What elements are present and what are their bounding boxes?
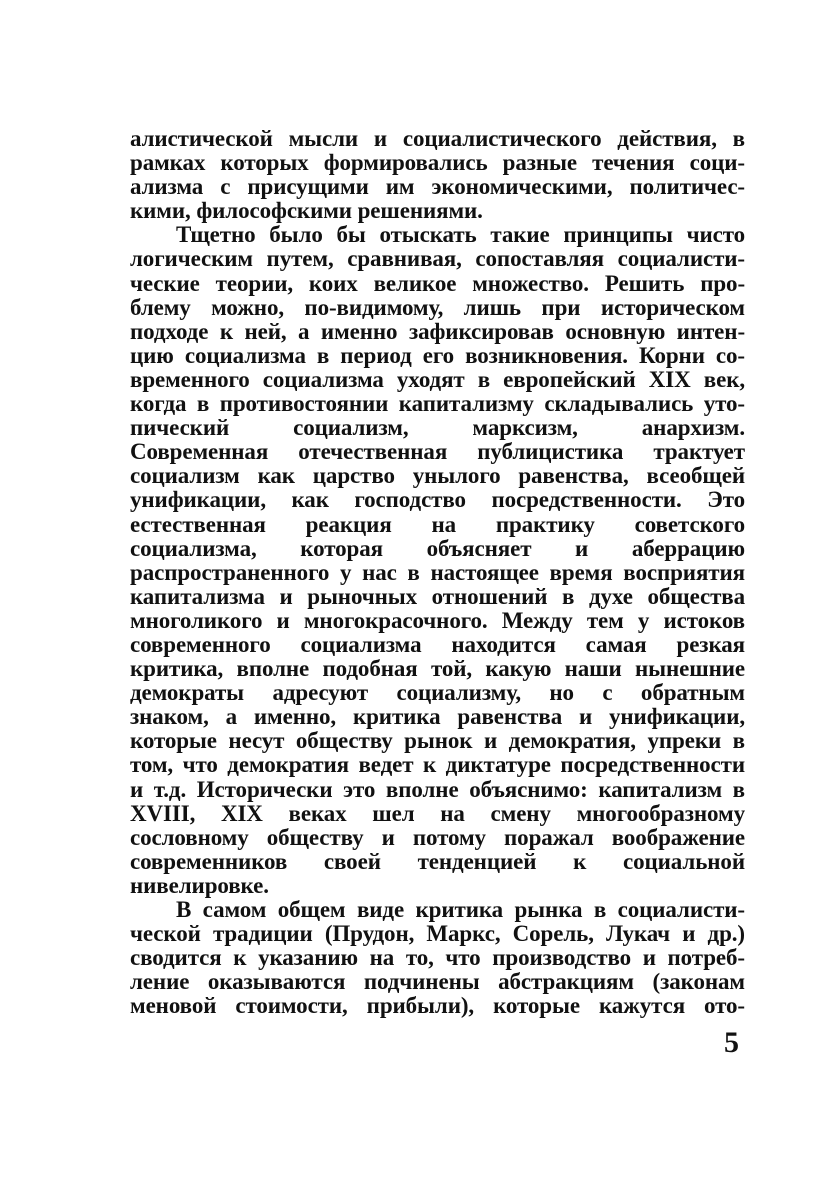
text-line: социализм как царство унылого равенства, всеобщей	[130, 463, 745, 489]
text-line: естественная реакция на практику советского	[130, 511, 745, 537]
text-line: критика, вполне подобная той, какую наши нынешние	[130, 656, 745, 682]
text-line: кими, философскими решениями.	[130, 198, 483, 224]
text-line: и т.д. Исторически это вполне объяснимо: капитализм в	[130, 776, 745, 802]
text-line: пический социализм, марксизм, анархизм.	[130, 415, 745, 441]
text-line: алистической мысли и социалистического действия, в	[130, 126, 745, 151]
text-line: меновой стоимости, прибыли), которые кажутся ото-	[130, 993, 745, 1019]
text-line: социализма, которая объясняет и аберрацию	[130, 535, 745, 561]
page-number: 5	[724, 1026, 739, 1059]
text-line: нивелировке.	[130, 872, 269, 898]
text-line: XVIII, XIX веках шел на смену многообразному	[130, 800, 745, 826]
text-line: ление оказываются подчинены абстракциям (законам	[130, 969, 745, 995]
body-text	[130, 127, 745, 1018]
text-line: современного социализма находится самая резкая	[130, 631, 745, 657]
text-line: капитализма и рыночных отношений в духе общества	[130, 583, 745, 609]
text-line: ческой традиции (Прудон, Маркс, Сорель, Лукач и др.)	[130, 921, 745, 947]
text-line: Современная отечественная публицистика трактует	[130, 439, 745, 465]
text-line: унификации, как господство посредственности. Это	[130, 487, 745, 513]
text-line: когда в противостоянии капитализму складывались уто-	[130, 391, 745, 417]
text-line: демократы адресуют социализму, но с обратным	[130, 680, 745, 706]
text-line: многоликого и многокрасочного. Между тем у истоков	[130, 607, 745, 633]
text-line: распространенного у нас в настоящее время восприятия	[130, 559, 745, 585]
text-line: знаком, а именно, критика равенства и унификации,	[130, 704, 745, 730]
text-line: рамках которых формировались разные течения соци-	[130, 150, 745, 176]
text-line: ческие теории, коих великое множество. Решить про-	[130, 270, 745, 296]
text-line: цию социализма в период его возникновения. Корни со-	[130, 342, 745, 368]
text-line: которые несут обществу рынок и демократия, упреки в	[130, 728, 745, 754]
text-line: сводится к указанию на то, что производство и потреб-	[130, 945, 745, 971]
text-line: логическим путем, сравнивая, сопоставляя социалисти-	[130, 246, 745, 272]
text-line: блему можно, по-видимому, лишь при историческом	[130, 294, 745, 320]
text-line: том, что демократия ведет к диктатуре посредственности	[130, 752, 745, 778]
text-line: подходе к ней, а именно зафиксировав основную интен-	[130, 318, 745, 344]
text-line: ализма с присущими им экономическими, политичес-	[130, 174, 745, 200]
text-line: Тщетно было бы отыскать такие принципы чисто	[176, 222, 745, 248]
text-line: современников своей тенденцией к социальной	[130, 848, 745, 874]
text-line: В самом общем виде критика рынка в социалисти-	[176, 897, 745, 922]
text-line: сословному обществу и потому поражал воображение	[130, 824, 745, 850]
text-line: временного социализма уходят в европейский XIX век,	[130, 366, 745, 392]
